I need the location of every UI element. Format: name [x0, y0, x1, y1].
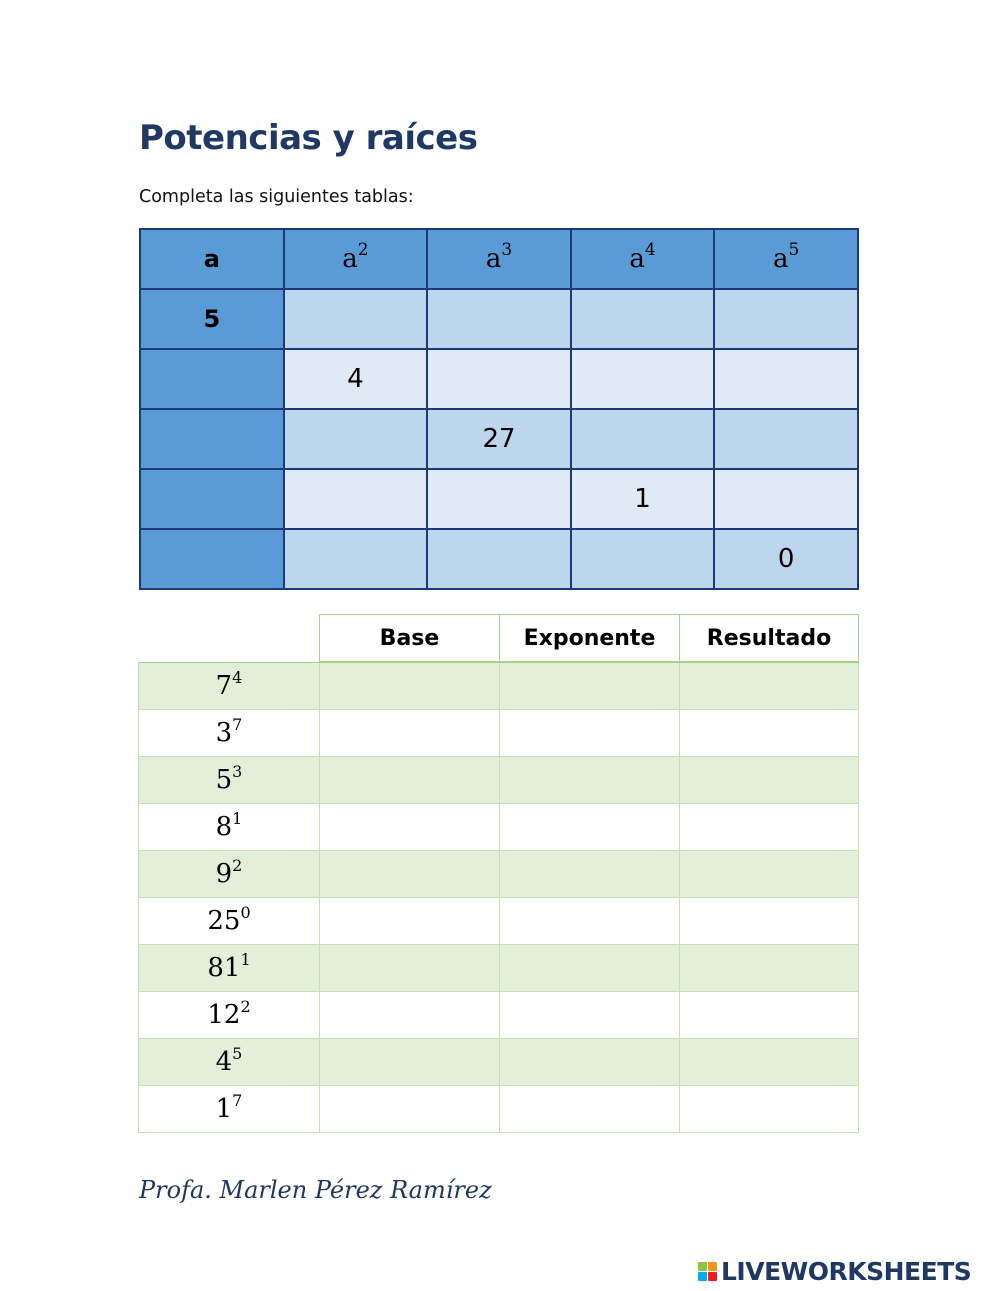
header-power: $a^3$: [427, 229, 571, 289]
exponent-answer-cell[interactable]: [500, 710, 680, 757]
answer-cell[interactable]: [284, 469, 428, 529]
answer-cell[interactable]: [571, 409, 715, 469]
header-power: $a^4$: [571, 229, 715, 289]
logo-mark-icon: [698, 1262, 717, 1281]
exponent-answer-cell[interactable]: [500, 945, 680, 992]
logo-square: [698, 1272, 707, 1281]
header-blank: [139, 615, 320, 663]
result-answer-cell[interactable]: [680, 662, 859, 710]
table-row: [139, 804, 859, 851]
answer-cell[interactable]: 27: [427, 409, 571, 469]
instruction-text: Completa las siguientes tablas:: [139, 187, 414, 207]
result-answer-cell[interactable]: [680, 1039, 859, 1086]
exponent-answer-cell[interactable]: [500, 1039, 680, 1086]
power-expression: $5^3$: [139, 757, 320, 804]
answer-cell[interactable]: [714, 289, 858, 349]
power-expression: $7^4$: [139, 662, 320, 710]
result-answer-cell[interactable]: [680, 945, 859, 992]
exponent-answer-cell[interactable]: [500, 804, 680, 851]
table-row: [140, 469, 858, 529]
exponent-answer-cell[interactable]: [500, 662, 680, 710]
logo-square: [708, 1272, 717, 1281]
base-answer-cell[interactable]: [320, 851, 500, 898]
power-expression: $81^1$: [139, 945, 320, 992]
answer-cell[interactable]: [427, 349, 571, 409]
header-result: Resultado: [680, 615, 859, 663]
answer-cell[interactable]: [571, 349, 715, 409]
base-answer-cell[interactable]: [320, 662, 500, 710]
result-answer-cell[interactable]: [680, 992, 859, 1039]
answer-cell[interactable]: [714, 469, 858, 529]
table-row: [139, 945, 859, 992]
answer-cell[interactable]: [284, 289, 428, 349]
base-cell[interactable]: [140, 349, 284, 409]
answer-cell[interactable]: [427, 469, 571, 529]
table-row: [139, 1039, 859, 1086]
answer-cell[interactable]: 0: [714, 529, 858, 589]
table-row: [139, 851, 859, 898]
table-row: [140, 289, 858, 349]
table-row: [140, 529, 858, 589]
result-answer-cell[interactable]: [680, 710, 859, 757]
base-answer-cell[interactable]: [320, 710, 500, 757]
power-expression: $4^5$: [139, 1039, 320, 1086]
power-expression: $12^2$: [139, 992, 320, 1039]
base-answer-cell[interactable]: [320, 945, 500, 992]
answer-cell[interactable]: [284, 529, 428, 589]
answer-cell[interactable]: [284, 409, 428, 469]
base-cell[interactable]: 5: [140, 289, 284, 349]
logo-text: LIVEWORKSHEETS: [721, 1257, 972, 1286]
table-row: [139, 898, 859, 945]
answer-cell[interactable]: 4: [284, 349, 428, 409]
header-base: Base: [320, 615, 500, 663]
logo-square: [698, 1262, 707, 1271]
base-cell[interactable]: [140, 529, 284, 589]
answer-cell[interactable]: [571, 529, 715, 589]
base-cell[interactable]: [140, 469, 284, 529]
header-power: $a^2$: [284, 229, 428, 289]
base-answer-cell[interactable]: [320, 804, 500, 851]
signature: Profa. Marlen Pérez Ramírez: [139, 1176, 492, 1204]
answer-cell[interactable]: [427, 289, 571, 349]
exponent-answer-cell[interactable]: [500, 992, 680, 1039]
exponent-table-header: [139, 615, 859, 663]
base-answer-cell[interactable]: [320, 757, 500, 804]
table-row: [139, 662, 859, 710]
exponent-answer-cell[interactable]: [500, 1086, 680, 1133]
result-answer-cell[interactable]: [680, 1086, 859, 1133]
header-a: a: [140, 229, 284, 289]
powers-table-header: [140, 229, 858, 289]
result-answer-cell[interactable]: [680, 804, 859, 851]
base-answer-cell[interactable]: [320, 1086, 500, 1133]
header-exponent: Exponente: [500, 615, 680, 663]
answer-cell[interactable]: [714, 409, 858, 469]
liveworksheets-logo[interactable]: [698, 1257, 971, 1286]
powers-table: [139, 228, 859, 590]
logo-square: [708, 1262, 717, 1271]
result-answer-cell[interactable]: [680, 898, 859, 945]
page-title: Potencias y raíces: [139, 118, 478, 158]
exponent-answer-cell[interactable]: [500, 757, 680, 804]
base-answer-cell[interactable]: [320, 898, 500, 945]
table-row: [139, 1086, 859, 1133]
answer-cell[interactable]: [571, 289, 715, 349]
table-row: [139, 992, 859, 1039]
power-expression: $25^0$: [139, 898, 320, 945]
base-answer-cell[interactable]: [320, 1039, 500, 1086]
table-row: [140, 409, 858, 469]
table-row: [139, 757, 859, 804]
exponent-answer-cell[interactable]: [500, 898, 680, 945]
result-answer-cell[interactable]: [680, 757, 859, 804]
table-row: [139, 710, 859, 757]
base-answer-cell[interactable]: [320, 992, 500, 1039]
table-row: [140, 349, 858, 409]
power-expression: $3^7$: [139, 710, 320, 757]
power-expression: $8^1$: [139, 804, 320, 851]
exponent-table: [138, 614, 859, 1133]
answer-cell[interactable]: [714, 349, 858, 409]
answer-cell[interactable]: [427, 529, 571, 589]
base-cell[interactable]: [140, 409, 284, 469]
exponent-answer-cell[interactable]: [500, 851, 680, 898]
header-power: $a^5$: [714, 229, 858, 289]
result-answer-cell[interactable]: [680, 851, 859, 898]
power-expression: $1^7$: [139, 1086, 320, 1133]
power-expression: $9^2$: [139, 851, 320, 898]
answer-cell[interactable]: 1: [571, 469, 715, 529]
